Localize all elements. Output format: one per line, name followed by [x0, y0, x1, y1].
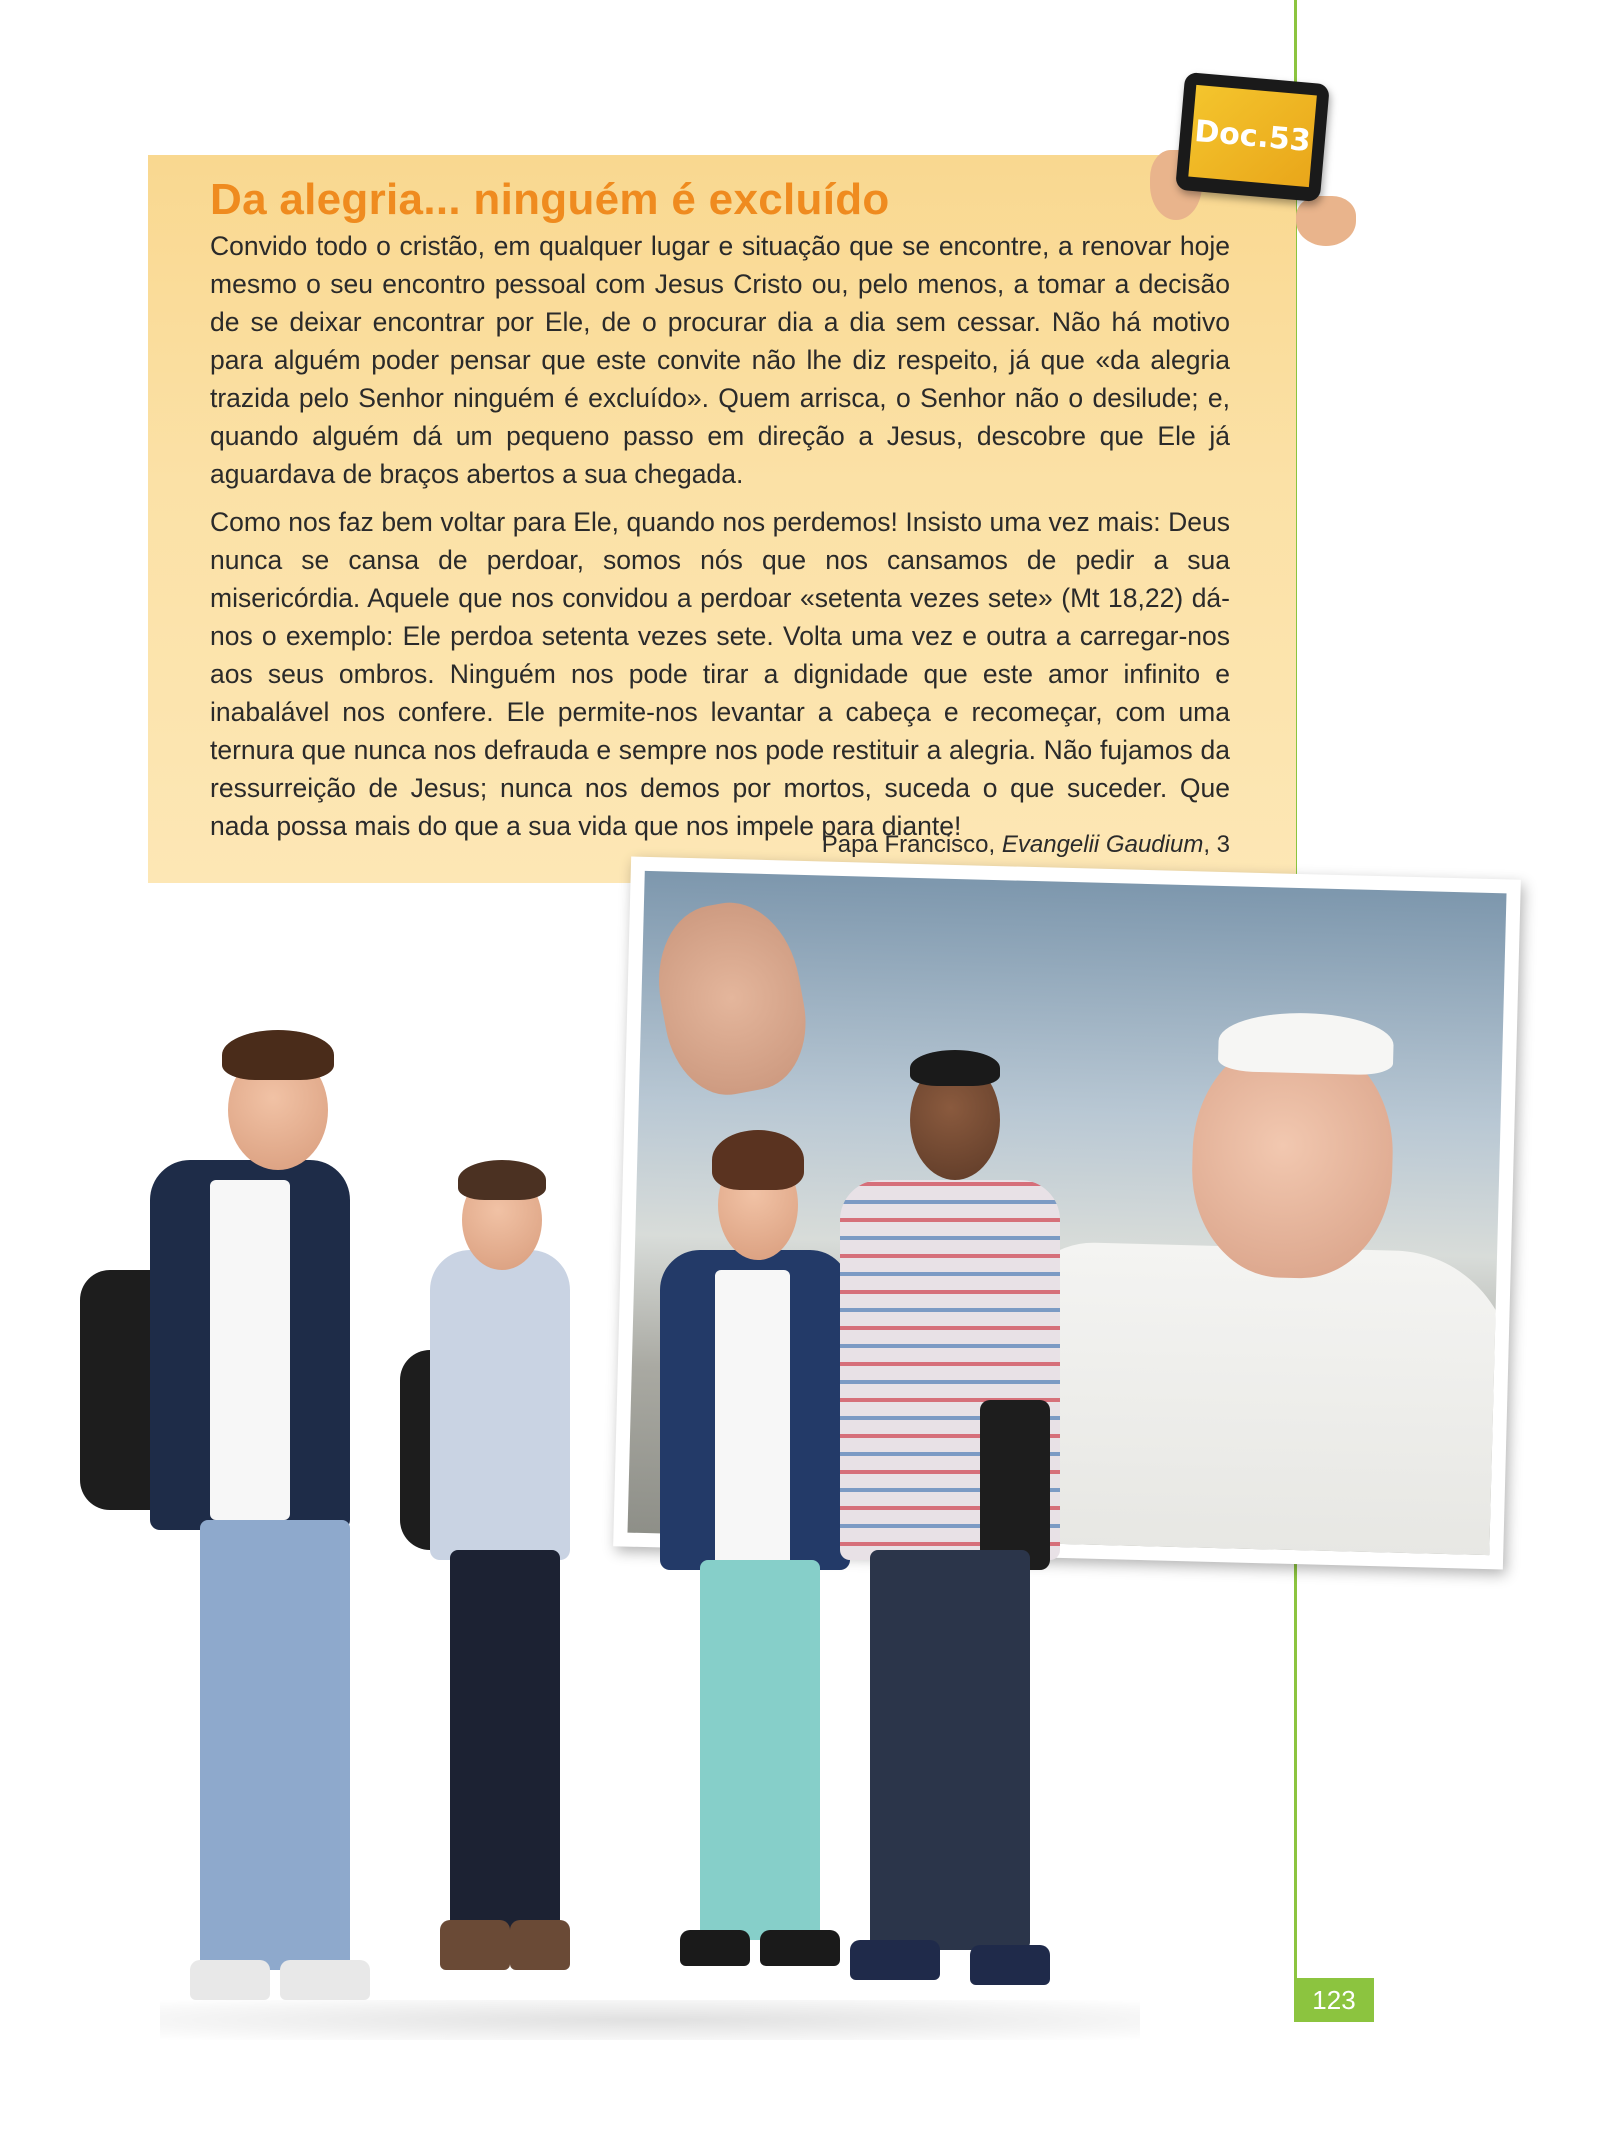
tshirt	[715, 1270, 790, 1570]
sneaker	[190, 1960, 270, 2000]
student-1	[80, 1030, 360, 2010]
hair	[222, 1030, 334, 1080]
doc-badge	[1175, 72, 1330, 202]
boot	[510, 1920, 570, 1970]
student-4	[820, 1040, 1080, 2010]
sneaker	[680, 1930, 750, 1966]
paragraph-1: Convido todo o cristão, em qualquer lugar e situação que se encontre, a renovar hoje mesmo o seu encontro pessoal com Jesus Cristo ou, pelo menos, a tomar a decisão de se deixar encontrar por Ele, de o procurar dia a dia sem cessar. Não há motivo para alguém poder pensar que este convite não lhe diz respeito, já que «da alegria trazida pelo Senhor ninguém é excluído». Quem arrisca, o Senhor não o desilude; e, quando alguém dá um pequeno passo em direção a Jesus, descobre que Ele já aguardava de braços abertos a sua chegada.	[210, 231, 1230, 489]
jeans	[870, 1550, 1030, 1950]
tshirt	[210, 1180, 290, 1520]
students-photo	[80, 1030, 1080, 2030]
citation-author: Papa Francisco,	[821, 831, 1002, 858]
sneaker	[850, 1940, 940, 1980]
pope-robe	[1007, 1241, 1507, 1556]
student-2	[410, 1140, 580, 2010]
page-number: 123	[1294, 1978, 1374, 2022]
quote-text	[210, 227, 1230, 855]
boot	[440, 1920, 510, 1970]
citation	[822, 831, 1230, 859]
hair	[712, 1130, 804, 1190]
citation-number: , 3	[1203, 831, 1230, 858]
shirt	[430, 1250, 570, 1560]
jeans	[200, 1520, 350, 1970]
paragraph-2: Como nos faz bem voltar para Ele, quando nos perdemos! Insisto uma vez mais: Deus nunca se cansa de perdoar, somos nós que nos cansamos de pedir a sua misericórdia. Aquele que nos convidou a perdoar «setenta vezes sete» (Mt 18,22) dá-nos o exemplo: Ele perdoa setenta vezes sete. Volta uma vez e outra a carregar-nos aos seus ombros. Ninguém nos pode tirar a dignidade que este amor infinito e inabalável nos confere. Ele permite-nos levantar a cabeça e recomeçar, com uma ternura que nunca nos defrauda e sempre nos pode restituir a alegria. Não fujamos da ressurreição de Jesus; nunca nos demos por mortos, suceda o que suceder. Que nada possa mais do que a sua vida que nos impele para diante!	[210, 507, 1230, 841]
sneaker	[970, 1945, 1050, 1985]
shoulder-bag	[980, 1400, 1050, 1570]
zucchetto	[1218, 1011, 1395, 1076]
jeans	[700, 1560, 820, 1940]
document-title: Da alegria... ninguém é excluído	[210, 175, 890, 224]
right-hand-graphic	[1296, 196, 1356, 246]
doc-badge-label: Doc.53	[1188, 85, 1317, 187]
jeans	[450, 1550, 560, 1930]
citation-work: Evangelii Gaudium	[1001, 831, 1204, 858]
quote-box	[148, 155, 1296, 883]
sneaker	[280, 1960, 370, 2000]
hair	[458, 1160, 546, 1200]
hair	[910, 1050, 1000, 1086]
